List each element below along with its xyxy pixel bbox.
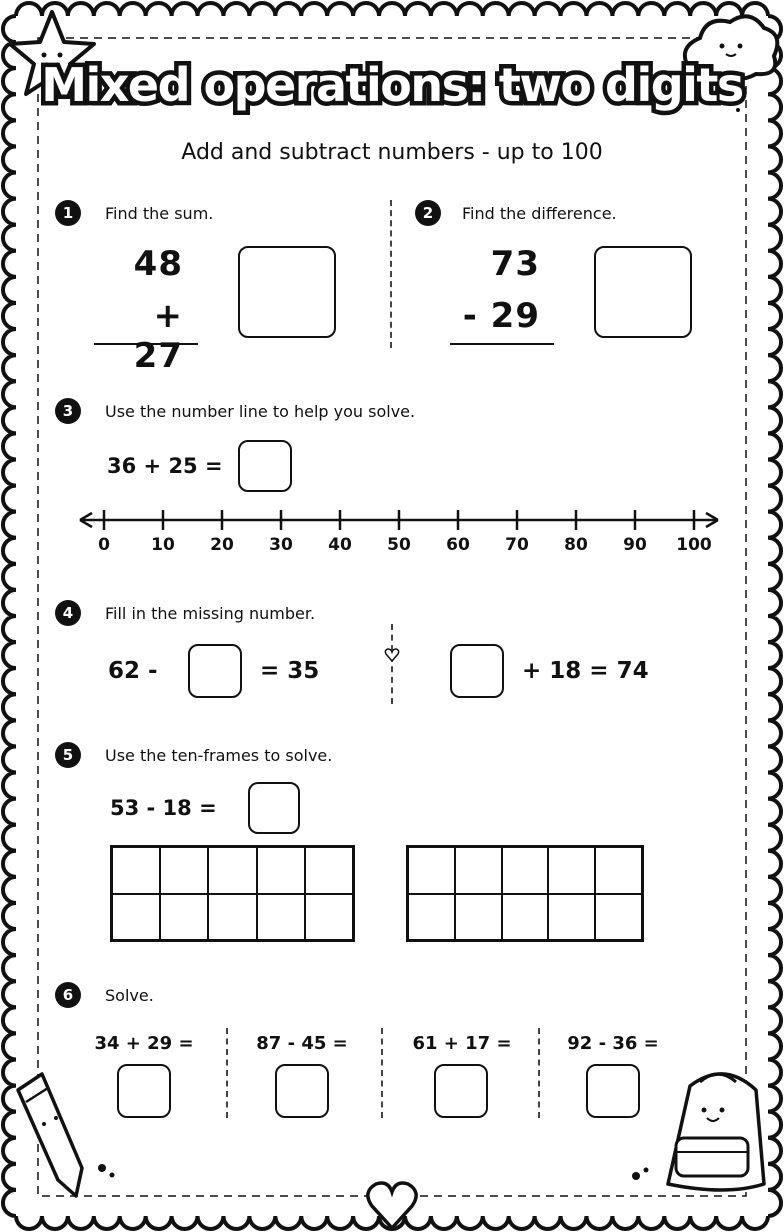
number-line-tick-label: 60 bbox=[446, 535, 470, 555]
q4-left-first: 62 - bbox=[108, 658, 158, 684]
number-line-tick-label: 30 bbox=[269, 535, 293, 555]
heart-icon bbox=[368, 1183, 416, 1228]
divider bbox=[226, 1028, 228, 1118]
question-number-5: 5 bbox=[55, 742, 81, 768]
q3-equation: 36 + 25 = bbox=[107, 454, 223, 478]
q6-answer-box-1[interactable] bbox=[117, 1064, 171, 1118]
ten-frame-right[interactable] bbox=[406, 845, 644, 942]
backpack-icon bbox=[668, 1074, 764, 1190]
number-line bbox=[76, 506, 724, 538]
divider bbox=[390, 200, 392, 348]
number-line-tick-label: 20 bbox=[210, 535, 234, 555]
divider bbox=[381, 1028, 383, 1118]
q4-left-result: = 35 bbox=[260, 658, 320, 684]
q3-prompt: Use the number line to help you solve. bbox=[105, 402, 416, 421]
q6-answer-box-3[interactable] bbox=[434, 1064, 488, 1118]
q6-problem-2: 87 - 45 = bbox=[256, 1033, 348, 1054]
number-line-tick-label: 70 bbox=[505, 535, 529, 555]
page-title: Mixed operations: two digits bbox=[41, 58, 743, 112]
number-line-tick-label: 50 bbox=[387, 535, 411, 555]
pencil-icon bbox=[18, 1074, 82, 1196]
q1-answer-box[interactable] bbox=[238, 246, 336, 338]
q4-right-answer-box[interactable] bbox=[450, 644, 504, 698]
divider bbox=[391, 624, 393, 704]
q6-answer-box-4[interactable] bbox=[586, 1064, 640, 1118]
ten-frame-left[interactable] bbox=[110, 845, 355, 942]
q6-answer-box-2[interactable] bbox=[275, 1064, 329, 1118]
q2-answer-line bbox=[450, 343, 554, 345]
question-number-4: 4 bbox=[55, 600, 81, 626]
divider bbox=[538, 1028, 540, 1118]
q6-problem-3: 61 + 17 = bbox=[412, 1033, 512, 1054]
question-number-1: 1 bbox=[55, 200, 81, 226]
q4-prompt: Fill in the missing number. bbox=[105, 604, 316, 623]
small-heart-icon bbox=[384, 648, 400, 662]
q5-answer-box[interactable] bbox=[248, 782, 300, 834]
page-subtitle: Add and subtract numbers - up to 100 bbox=[181, 140, 603, 165]
number-line-tick-label: 40 bbox=[328, 535, 352, 555]
q2-top-number: 73 bbox=[490, 244, 540, 284]
q3-answer-box[interactable] bbox=[238, 440, 292, 492]
q1-answer-line bbox=[94, 343, 198, 345]
q6-problem-1: 34 + 29 = bbox=[94, 1033, 194, 1054]
q6-prompt: Solve. bbox=[105, 986, 154, 1005]
q2-answer-box[interactable] bbox=[594, 246, 692, 338]
q1-bottom-number: + 27 bbox=[133, 296, 183, 376]
q2-prompt: Find the difference. bbox=[462, 204, 617, 223]
q1-top-number: 48 bbox=[133, 244, 183, 284]
question-number-2: 2 bbox=[415, 200, 441, 226]
number-line-tick-label: 0 bbox=[98, 535, 110, 555]
q5-equation: 53 - 18 = bbox=[110, 796, 217, 820]
q2-bottom-number: - 29 bbox=[462, 296, 540, 336]
q1-prompt: Find the sum. bbox=[105, 204, 214, 223]
number-line-tick-label: 100 bbox=[676, 535, 712, 555]
number-line-tick-label: 90 bbox=[623, 535, 647, 555]
number-line-tick-label: 80 bbox=[564, 535, 588, 555]
question-number-6: 6 bbox=[55, 982, 81, 1008]
q6-problem-4: 92 - 36 = bbox=[567, 1033, 659, 1054]
question-number-3: 3 bbox=[55, 398, 81, 424]
number-line-tick-label: 10 bbox=[151, 535, 175, 555]
q5-prompt: Use the ten-frames to solve. bbox=[105, 746, 333, 765]
q4-left-answer-box[interactable] bbox=[188, 644, 242, 698]
q4-right-equation: + 18 = 74 bbox=[522, 658, 649, 684]
